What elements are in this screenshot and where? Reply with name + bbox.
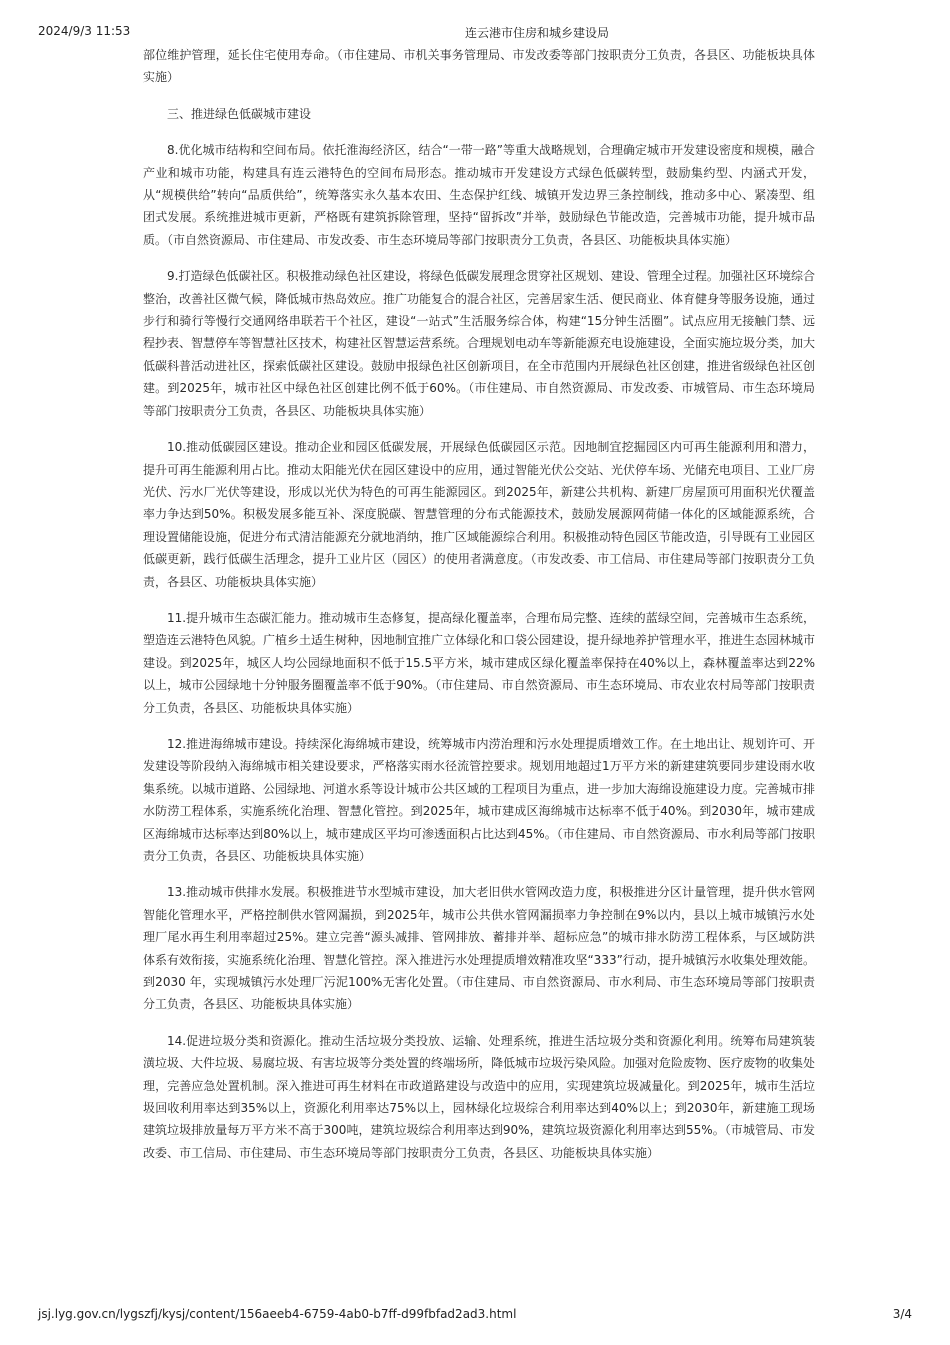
paragraph-item-10: 10.推动低碳园区建设。推动企业和园区低碳发展，开展绿色低碳园区示范。因地制宜挖掘园区内可再生能源利用和潜力，提升可再生能源利用占比。推动太阳能光伏在园区建设中的应用，通过智能光伏公交站、光伏停车场、光储充电项目、工业厂房光伏、污水厂光伏等建设，形成以光伏为特色的可再生能源园区。到2025年，新建公共机构、新建厂房屋顶可用面积光伏覆盖率力争达到50%。积极发展多能互补、深度脱碳、智慧管理的分布式能源技术，鼓励发展源网荷储一体化的区域能源系统，合理设置储能设施，促进分布式清洁能源充分就地消纳，推广区域能源综合利用。积极推动特色园区节能改造，引导既有工业园区低碳更新，践行低碳生活理念，提升工业片区（园区）的使用者满意度。（市发改委、市工信局、市住建局等部门按职责分工负责，各县区、功能板块具体实施） — [143, 440, 816, 589]
print-header — [38, 24, 912, 42]
page-url: jsj.lyg.gov.cn/lygszfj/kysj/content/156aeeb4-6759-4ab0-b7ff-d99fbfad2ad3.html — [38, 1307, 517, 1321]
paragraph-item-13: 13.推动城市供排水发展。积极推进节水型城市建设，加大老旧供水管网改造力度，积极推进分区计量管理，提升供水管网智能化管理水平，严格控制供水管网漏损，到2025年，城市公共供水管网漏损率力争控制在9%以内，县以上城市城镇污水处理厂尾水再生利用率超过25%。建立完善“源头减排、管网排放、蓄排并举、超标应急”的城市排水防涝工程体系，与区域防洪体系有效衔接，实施系统化治理、智慧化管控。深入推进污水处理提质增效精准攻坚“333”行动，提升城镇污水收集处理效能。到2030 年，实现城镇污水处理厂污泥100%无害化处置。（市住建局、市自然资源局、市水利局、市生态环境局等部门按职责分工负责，各县区、功能板块具体实施） — [143, 885, 815, 1012]
print-datetime: 2024/9/3 11:53 — [38, 24, 131, 38]
page-number: 3/4 — [892, 1307, 912, 1321]
section-heading: 三、推进绿色低碳城市建设 — [167, 106, 312, 121]
paragraph-item-14: 14.促进垃圾分类和资源化。推动生活垃圾分类投放、运输、处理系统，推进生活垃圾分类和资源化利用。统筹布局建筑装潢垃圾、大件垃圾、易腐垃圾、有害垃圾等分类处置的终端场所，降低城市垃圾污染风险。加强对危险废物、医疗废物的收集处理，完善应急处置机制。深入推进可再生材料在市政道路建设与改造中的应用，实现建筑垃圾减量化。到2025年，城市生活垃圾回收利用率达到35%以上，资源化利用率达75%以上，园林绿化垃圾综合利用率达到40%以上；到2030年，新建施工现场建筑垃圾排放量每万平方米不高于300吨，建筑垃圾综合利用率达到90%，建筑垃圾资源化利用率达到55%。（市城管局、市发改委、市工信局、市住建局、市生态环境局等部门按职责分工负责，各县区、功能板块具体实施） — [143, 1033, 816, 1160]
article-content — [143, 44, 815, 1178]
paragraph-continuation: 部位维护管理，延长住宅使用寿命。（市住建局、市机关事务管理局、市发改委等部门按职责分工负责，各县区、功能板块具体实施） — [143, 48, 815, 85]
page-title: 连云港市住房和城乡建设局 — [465, 26, 610, 40]
paragraph-item-8: 8.优化城市结构和空间布局。依托淮海经济区，结合“一带一路”等重大战略规划，合理确定城市开发建设密度和规模，融合产业和城市功能，构建具有连云港特色的空间布局形态。推动城市开发建设方式绿色低碳转型，鼓励集约型、内涵式开发，从“规模供给”转向“品质供给”，统筹落实永久基本农田、生态保护红线、城镇开发边界三条控制线，推动多中心、紧凑型、组团式发展。系统推进城市更新，严格既有建筑拆除管理，坚持“留拆改”并举，鼓励绿色节能改造，完善城市功能，提升城市品质。（市自然资源局、市住建局、市发改委、市生态环境局等部门按职责分工负责，各县区、功能板块具体实施） — [143, 143, 815, 247]
paragraph-item-11: 11.提升城市生态碳汇能力。推动城市生态修复，提高绿化覆盖率，合理布局完整、连续的蓝绿空间，完善城市生态系统，塑造连云港特色风貌。广植乡土适生树种，因地制宜推广立体绿化和口袋公园建设，提升绿地养护管理水平，推进生态园林城市建设。到2025年，城区人均公园绿地面积不低于15.5平方米，城市建成区绿化覆盖率保持在40%以上，森林覆盖率达到22%以上，城市公园绿地十分钟服务圈覆盖率不低于90%。（市住建局、市自然资源局、市生态环境局、市农业农村局等部门按职责分工负责，各县区、功能板块具体实施） — [143, 610, 816, 715]
paragraph-item-9: 9.打造绿色低碳社区。积极推动绿色社区建设，将绿色低碳发展理念贯穿社区规划、建设、管理全过程。加强社区环境综合整治，改善社区微气候，降低城市热岛效应。推广功能复合的混合社区，完善居家生活、便民商业、体育健身等服务设施，通过步行和骑行等慢行交通网络串联若干个社区，建设“一站式”生活服务综合体，构建“15分钟生活圈”。试点应用无接触门禁、远程抄表、智慧停车等智慧社区技术，构建社区智慧运营系统。合理规划电动车等新能源充电设施建设，全面实施垃圾分类，加大低碳科普活动进社区，探索低碳社区建设。鼓励申报绿色社区创新项目，在全市范围内开展绿色社区创建，推进省级绿色社区创建。到2025年，城市社区中绿色社区创建比例不低于60%。（市住建局、市自然资源局、市发改委、市城管局、市生态环境局等部门按职责分工负责，各县区、功能板块具体实施） — [143, 269, 816, 418]
print-footer — [38, 1307, 912, 1325]
paragraph-item-12: 12.推进海绵城市建设。持续深化海绵城市建设，统筹城市内涝治理和污水处理提质增效工作。在土地出让、规划许可、开发建设等阶段纳入海绵城市相关建设要求，严格落实雨水径流管控要求。规划用地超过1万平方米的新建建筑要同步建设雨水收集系统。以城市道路、公园绿地、河道水系等设计城市公共区域的工程项目为重点，进一步加大海绵设施建设力度。完善城市排水防涝工程体系，实施系统化治理、智慧化管控。到2025年，城市建成区海绵城市达标率不低于40%。到2030年，城市建成区海绵城市达标率达到80%以上，城市建成区平均可渗透面积占比达到45%。（市住建局、市自然资源局、市水利局等部门按职责分工负责，各县区、功能板块具体实施） — [143, 736, 816, 863]
